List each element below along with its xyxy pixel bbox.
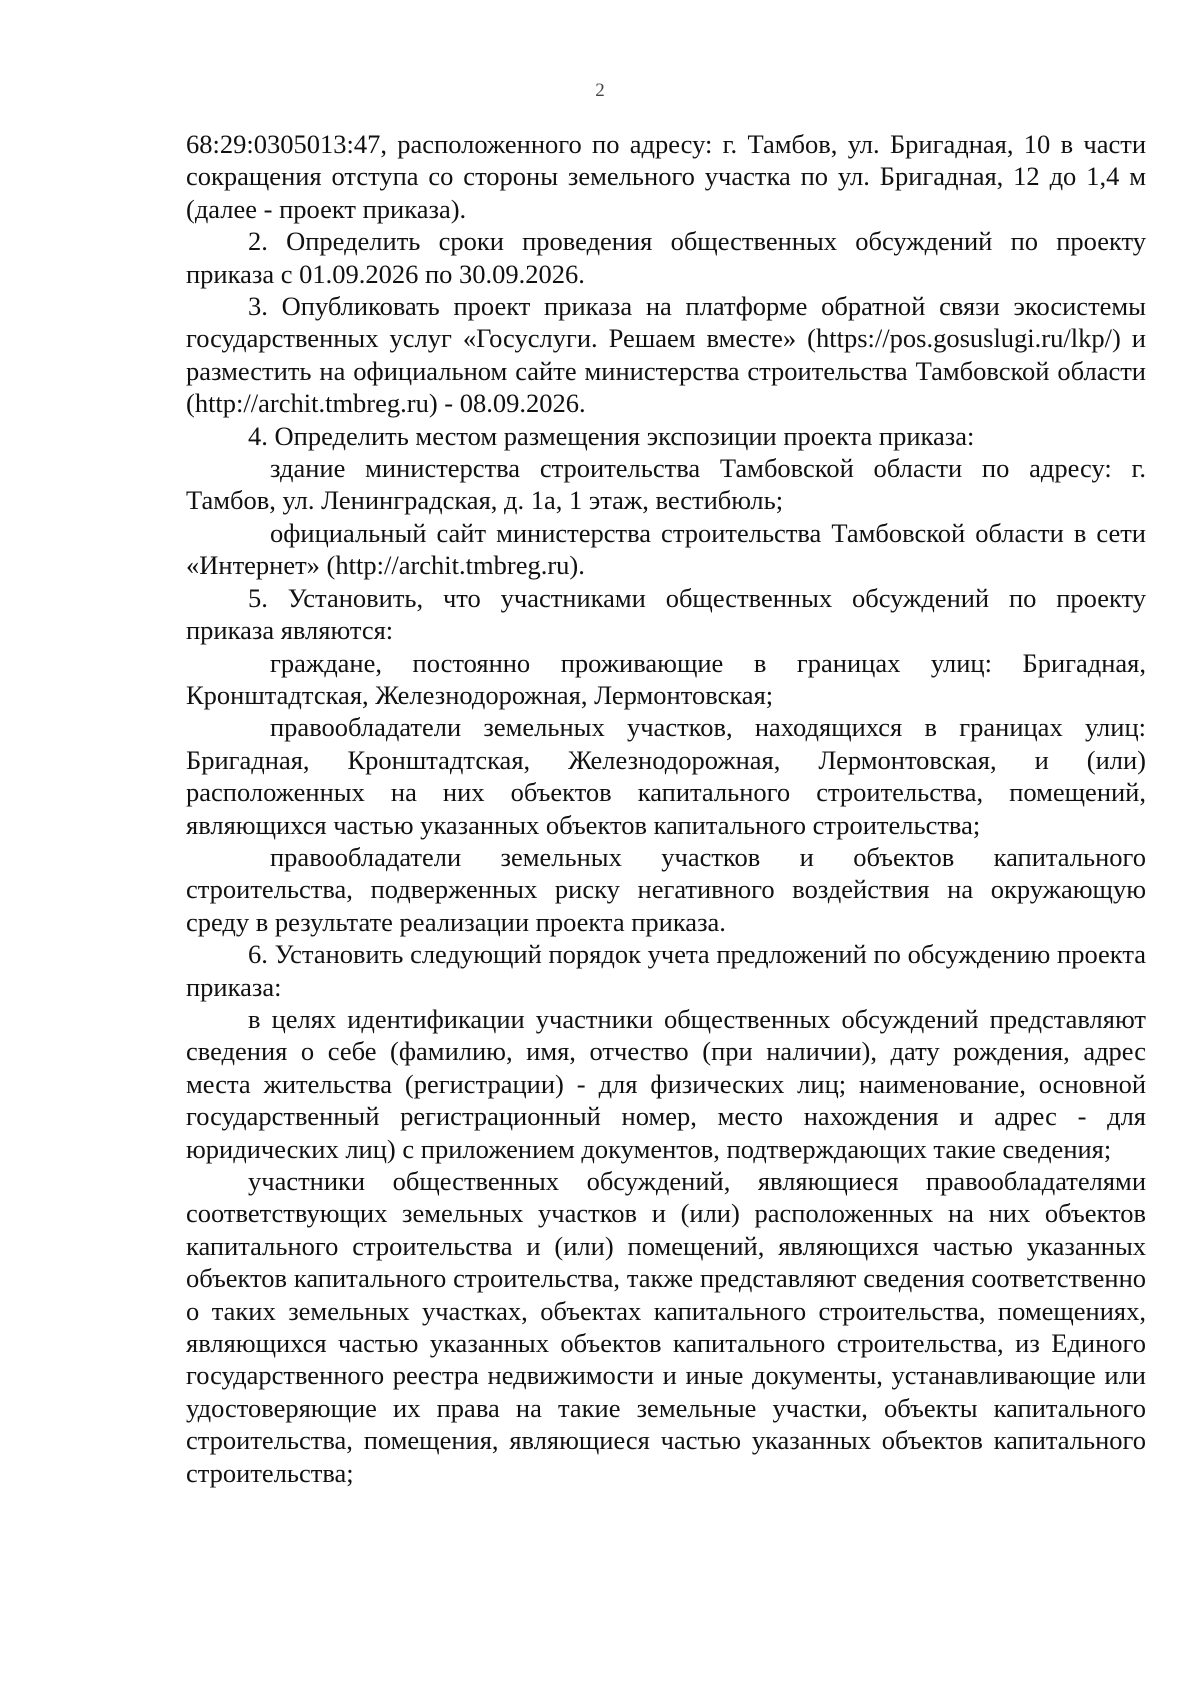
paragraph: участники общественных обсуждений, являющиеся правообладателями соответствующих земельных участков и (или) расположенных на них объектов капитального строительства и (или) помещений, являющихся частью указанных объектов капитального строительства, также представляют сведения соответственно о таких земельных участках, объектах капитального строительства, помещениях, являющихся частью указанных объектов капитального строительства, из Единого государственного реестра недвижимости и иные документы, устанавливающие или удостоверяющие их права на такие земельные участки, объекты капитального строительства, помещения, являющиеся частью указанных объектов капитального строительства; — [186, 1166, 1146, 1488]
paragraph: 6. Установить следующий порядок учета предложений по обсуждению проекта приказа: — [186, 939, 1146, 1002]
paragraph: здание министерства строительства Тамбовской области по адресу: г. Тамбов, ул. Ленинградская, д. 1а, 1 этаж, вестибюль; — [186, 453, 1146, 516]
paragraph: 68:29:0305013:47, расположенного по адресу: г. Тамбов, ул. Бригадная, 10 в части сокращения отступа со стороны земельного участка по ул. Бригадная, 12 до 1,4 м (далее - проект приказа). — [186, 129, 1146, 224]
paragraph: официальный сайт министерства строительства Тамбовской области в сети «Интернет» (http://archit.tmbreg.ru). — [186, 517, 1146, 581]
page-number: 2 — [595, 80, 605, 101]
paragraph: граждане, постоянно проживающие в границах улиц: Бригадная, Кронштадтская, Железнодорожная, Лермонтовская; — [186, 647, 1146, 710]
paragraph: правообладатели земельных участков и объектов капитального строительства, подверженных риску негативного воздействия на окружающую среду в результате реализации проекта приказа. — [186, 841, 1146, 937]
document-body — [186, 128, 1146, 1489]
paragraph: 3. Опубликовать проект приказа на платформе обратной связи экосистемы государственных услуг «Госуслуги. Решаем вместе» (https://pos.gosuslugi.ru/lkp/) и разместить на официальном сайте министерства строительства Тамбовской области (http://archit.tmbreg.ru) - 08.09.2026. — [186, 291, 1146, 419]
paragraph: 2. Определить сроки проведения общественных обсуждений по проекту приказа с 01.09.2026 по 30.09.2026. — [186, 226, 1146, 289]
paragraph: 5. Установить, что участниками общественных обсуждений по проекту приказа являются: — [186, 582, 1146, 646]
paragraph: в целях идентификации участники общественных обсуждений представляют сведения о себе (фамилию, имя, отчество (при наличии), дату рождения, адрес места жительства (регистрации) - для физических лиц; наименование, основной государственный регистрационный номер, место нахождения и адрес - для юридических лиц) с приложением документов, подтверждающих такие сведения; — [186, 1003, 1146, 1164]
paragraph: 4. Определить местом размещения экспозиции проекта приказа: — [248, 420, 975, 451]
paragraph: правообладатели земельных участков, находящихся в границах улиц: Бригадная, Кронштадтская, Железнодорожная, Лермонтовская, и (или) расположенных на них объектов капитального строительства, помещений, являющихся частью указанных объектов капитального строительства; — [186, 712, 1146, 840]
